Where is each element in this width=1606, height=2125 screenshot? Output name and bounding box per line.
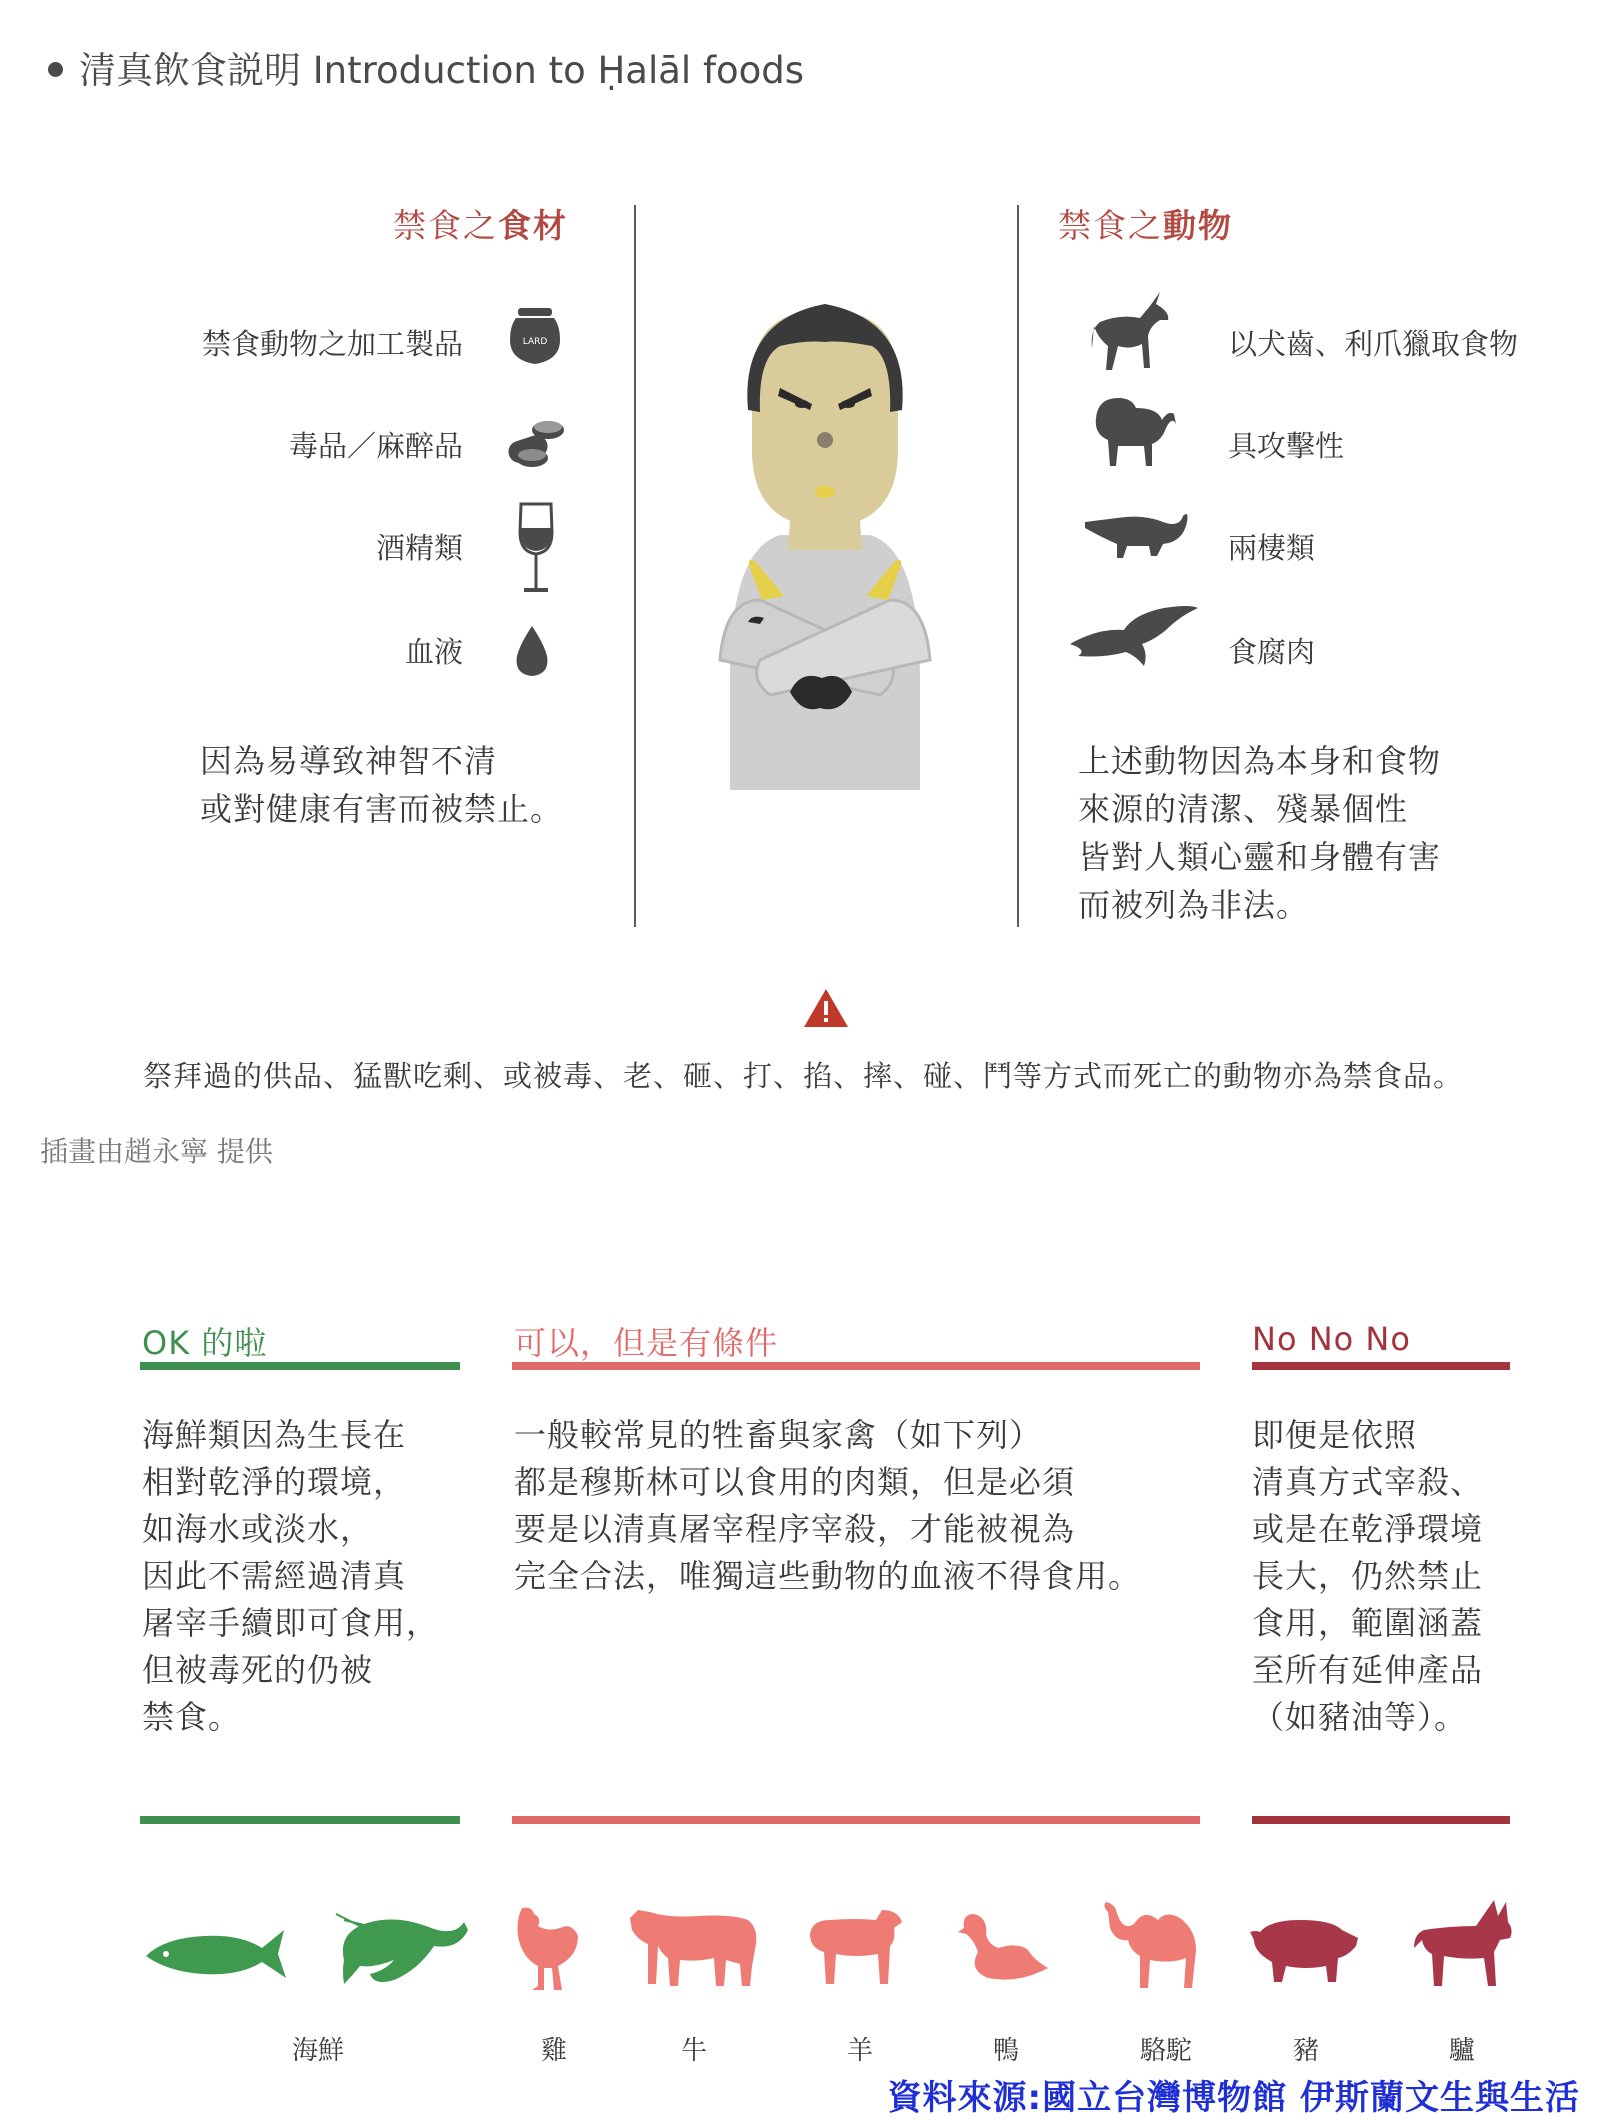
bullet-icon <box>48 62 63 77</box>
svg-text:LARD: LARD <box>522 337 548 347</box>
donkey-icon <box>1410 1898 1516 1990</box>
category-conditional-text: 一般較常見的牲畜與家禽（如下列） 都是穆斯林可以食用的肉類，但是必須 要是以清真屠宰程序宰殺，才能被視為 完全合法，唯獨這些動物的血液不得食用。 <box>514 1416 1142 1595</box>
label-chicken: 雞 <box>540 2036 567 2066</box>
category-ok-text: 海鮮類因為生長在 相對乾淨的環境， 如海水或淡水， 因此不需經過清真 屠宰手續即可食用， 但被毒死的仍被 禁食。 <box>142 1416 440 1736</box>
wine-glass-icon <box>516 502 556 594</box>
lion-icon <box>1088 394 1178 474</box>
lard-jar-icon <box>508 308 562 366</box>
category-ok-heading: OK 的啦 <box>142 1324 268 1362</box>
source-citation: 資料來源:國立台灣博物館 伊斯蘭文生與生活 <box>887 2078 1580 2118</box>
item-carrion: 食腐肉 <box>1228 635 1316 669</box>
camel-icon <box>1100 1902 1204 1992</box>
item-alcohol: 酒精類 <box>375 531 463 565</box>
category-conditional-heading: 可以，但是有條件 <box>514 1324 779 1362</box>
sheep-icon <box>806 1906 906 1988</box>
illustration-credit: 插畫由趙永寧 提供 <box>40 1135 273 1168</box>
forbidden-bar-bottom <box>1252 1816 1510 1824</box>
warning-text: 祭拜過的供品、猛獸吃剩、或被毒、老、砸、打、掐、摔、碰、鬥等方式而死亡的動物亦為禁食品。 <box>142 1059 1463 1093</box>
label-camel: 駱駝 <box>1139 2036 1192 2066</box>
label-cow: 牛 <box>680 2036 707 2066</box>
page-title: 清真飲食説明 Introduction to Ḥalāl foods <box>48 40 804 94</box>
fish-icon <box>144 1924 288 1984</box>
warning-icon <box>803 988 849 1028</box>
ingredients-note: 因為易導致神智不清 或對健康有害而被禁止。 <box>200 742 564 828</box>
label-sheep: 羊 <box>846 2036 873 2066</box>
wolf-icon <box>1090 290 1176 376</box>
category-forbidden-text: 即便是依照 清真方式宰殺、 或是在乾淨環境 長大，仍然禁止 食用，範圍涵蓋 至所有延伸產品 （如豬油等）。 <box>1252 1416 1484 1736</box>
blood-drop-icon <box>514 626 550 678</box>
item-predators: 以犬齒、利爪獵取食物 <box>1228 327 1519 361</box>
ok-bar-top <box>140 1362 460 1370</box>
pills-icon <box>504 414 568 470</box>
conditional-bar-top <box>512 1362 1200 1370</box>
divider-right <box>1017 205 1019 927</box>
category-forbidden-heading: No No No <box>1252 1320 1411 1358</box>
item-drugs: 毒品／麻醉品 <box>288 429 463 463</box>
label-donkey: 驢 <box>1448 2036 1475 2066</box>
shrimp-icon <box>334 1910 470 1990</box>
label-duck: 鴨 <box>992 2036 1019 2066</box>
ok-bar-bottom <box>140 1816 460 1824</box>
item-blood: 血液 <box>404 635 463 669</box>
man-illustration <box>690 300 960 790</box>
conditional-bar-bottom <box>512 1816 1200 1824</box>
chicken-icon <box>512 1906 586 1992</box>
label-seafood: 海鮮 <box>291 2036 344 2066</box>
forbidden-ingredients-heading: 禁食之食材 <box>393 206 568 245</box>
item-aggressive: 具攻擊性 <box>1228 429 1345 463</box>
cow-icon <box>628 1904 760 1990</box>
vulture-icon <box>1068 604 1200 670</box>
item-processed-products: 禁食動物之加工製品 <box>201 327 463 361</box>
item-amphibians: 兩棲類 <box>1228 531 1316 565</box>
label-pig: 豬 <box>1292 2036 1319 2066</box>
pig-icon <box>1250 1912 1362 1986</box>
forbidden-animals-heading: 禁食之動物 <box>1058 206 1233 245</box>
forbidden-bar-top <box>1252 1362 1510 1370</box>
animals-note: 上述動物因為本身和食物 來源的清潔、殘暴個性 皆對人類心靈和身體有害 而被列為非法。 <box>1078 742 1442 924</box>
divider-left <box>634 205 636 927</box>
crocodile-icon <box>1083 508 1189 564</box>
duck-icon <box>958 1910 1050 1990</box>
